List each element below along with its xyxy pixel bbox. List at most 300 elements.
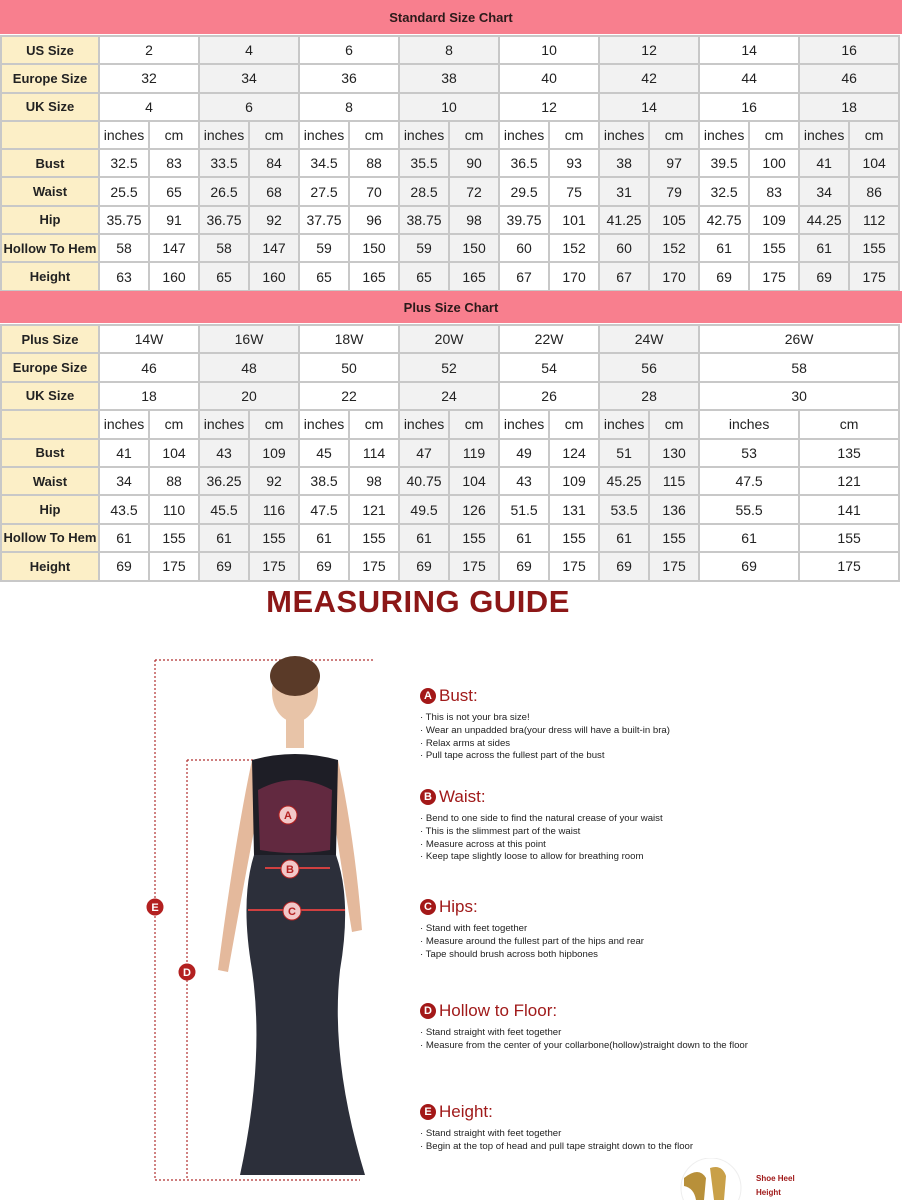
size-cell: 16 (799, 36, 899, 64)
unit-cell: cm (649, 121, 699, 149)
measurement-cell: 36.75 (199, 206, 249, 234)
bullet-item: · Pull tape across the fullest part of the bust (420, 750, 605, 762)
measurement-cell: 59 (399, 234, 449, 262)
size-cell: 42 (599, 64, 699, 92)
size-cell: 16 (699, 93, 799, 121)
measurement-cell: 135 (799, 439, 899, 467)
measurement-cell: 61 (199, 524, 249, 552)
measurement-cell: 160 (249, 262, 299, 290)
measurement-cell: 91 (149, 206, 199, 234)
letter-badge-icon: D (420, 1003, 436, 1019)
plus-size-table (0, 324, 900, 582)
measurement-row (1, 495, 899, 523)
size-row (1, 64, 899, 92)
measurement-cell: 61 (799, 234, 849, 262)
measurement-cell: 65 (199, 262, 249, 290)
measurement-cell: 165 (349, 262, 399, 290)
measurement-cell: 121 (799, 467, 899, 495)
measurement-cell: 65 (149, 177, 199, 205)
row-label: Europe Size (1, 64, 99, 92)
svg-text:E: E (151, 902, 159, 914)
size-cell: 36 (299, 64, 399, 92)
size-row (1, 325, 899, 353)
row-label: UK Size (1, 382, 99, 410)
bullet-item: · Begin at the top of head and pull tape straight down to the floor (420, 1140, 694, 1152)
measurement-cell: 51 (599, 439, 649, 467)
size-cell: 18 (99, 382, 199, 410)
size-cell: 46 (799, 64, 899, 92)
unit-cell: inches (699, 121, 749, 149)
size-cell: 4 (99, 93, 199, 121)
measurement-cell: 60 (599, 234, 649, 262)
measurement-cell: 67 (599, 262, 649, 290)
measurement-cell: 155 (799, 524, 899, 552)
unit-cell: cm (349, 410, 399, 438)
bullet-item: · Stand with feet together (420, 923, 528, 934)
row-label: Waist (1, 467, 99, 495)
measurement-cell: 165 (449, 262, 499, 290)
measurement-cell: 88 (149, 467, 199, 495)
unit-cell: inches (399, 121, 449, 149)
measurement-cell: 105 (649, 206, 699, 234)
size-cell: 18 (799, 93, 899, 121)
bullet-item: · Tape should brush across both hipbones (420, 948, 598, 960)
bullet-item: · Stand straight with feet together (420, 1128, 562, 1139)
section-heading-text: Hips: (439, 897, 478, 916)
measurement-cell: 47.5 (699, 467, 799, 495)
measurement-cell: 58 (199, 234, 249, 262)
marker-a-icon (279, 806, 297, 824)
row-label-empty (1, 410, 99, 438)
measurement-row (1, 177, 899, 205)
measurement-cell: 155 (149, 524, 199, 552)
section-heading-text: Height: (439, 1102, 493, 1121)
measurement-cell: 61 (99, 524, 149, 552)
measurement-cell: 155 (249, 524, 299, 552)
measurement-cell: 32.5 (99, 149, 149, 177)
unit-cell: cm (349, 121, 399, 149)
shoe-label-line2: Height (756, 1188, 781, 1197)
unit-cell: inches (299, 410, 349, 438)
section-heading-text: Bust: (439, 686, 478, 705)
measurement-cell: 100 (749, 149, 799, 177)
standard-chart-title: Standard Size Chart (389, 9, 513, 25)
measurement-cell: 65 (399, 262, 449, 290)
size-cell: 58 (699, 353, 899, 381)
measurement-cell: 53.5 (599, 495, 649, 523)
plus-chart-header (0, 291, 902, 323)
section-heading-text: Hollow to Floor: (439, 1001, 558, 1020)
guide-section-bust (420, 686, 750, 763)
unit-cell: inches (599, 410, 649, 438)
unit-cell: inches (599, 121, 649, 149)
size-cell: 18W (299, 325, 399, 353)
measurement-cell: 160 (149, 262, 199, 290)
units-row (1, 121, 899, 149)
measurement-cell: 121 (349, 495, 399, 523)
measurement-cell: 61 (599, 524, 649, 552)
unit-cell: inches (699, 410, 799, 438)
size-cell: 24 (399, 382, 499, 410)
guide-section-hollowtofloor (420, 1001, 750, 1053)
measurement-cell: 61 (299, 524, 349, 552)
bullet-item: · Measure from the center of your collarbone(hollow)straight down to the floor (420, 1039, 748, 1051)
size-cell: 20W (399, 325, 499, 353)
row-label: Plus Size (1, 325, 99, 353)
measurement-cell: 104 (149, 439, 199, 467)
measurement-cell: 131 (549, 495, 599, 523)
measurement-cell: 152 (649, 234, 699, 262)
measurement-cell: 175 (749, 262, 799, 290)
measurement-cell: 65 (299, 262, 349, 290)
size-cell: 48 (199, 353, 299, 381)
bullet-item: · Relax arms at sides (420, 737, 511, 749)
size-cell: 14 (699, 36, 799, 64)
measurement-cell: 147 (249, 234, 299, 262)
standard-chart-header (0, 0, 902, 34)
measurement-cell: 104 (849, 149, 899, 177)
measurement-cell: 90 (449, 149, 499, 177)
measurement-cell: 27.5 (299, 177, 349, 205)
measurement-row (1, 439, 899, 467)
measurement-cell: 55.5 (699, 495, 799, 523)
measurement-cell: 53 (699, 439, 799, 467)
measurement-cell: 34 (799, 177, 849, 205)
units-row (1, 410, 899, 438)
unit-cell: inches (399, 410, 449, 438)
standard-size-table (0, 35, 900, 292)
size-row (1, 353, 899, 381)
measurement-cell: 69 (499, 552, 549, 580)
unit-cell: cm (799, 410, 899, 438)
measurement-cell: 119 (449, 439, 499, 467)
measurement-cell: 97 (649, 149, 699, 177)
size-cell: 20 (199, 382, 299, 410)
measurement-cell: 36.5 (499, 149, 549, 177)
measurement-cell: 38 (599, 149, 649, 177)
size-cell: 16W (199, 325, 299, 353)
size-cell: 30 (699, 382, 899, 410)
measurement-cell: 141 (799, 495, 899, 523)
model-figure-illustration (140, 640, 400, 1200)
shoe-heel-height-label (756, 1172, 795, 1200)
bullet-item: · Measure across at this point (420, 838, 546, 850)
measurement-cell: 43 (199, 439, 249, 467)
measurement-cell: 175 (649, 552, 699, 580)
size-row (1, 36, 899, 64)
model-neck (286, 718, 304, 748)
measurement-row (1, 234, 899, 262)
measurement-cell: 150 (349, 234, 399, 262)
measurement-cell: 33.5 (199, 149, 249, 177)
size-cell: 10 (399, 93, 499, 121)
measurement-cell: 36.25 (199, 467, 249, 495)
unit-cell: cm (549, 410, 599, 438)
size-cell: 14W (99, 325, 199, 353)
measurement-cell: 155 (849, 234, 899, 262)
size-cell: 54 (499, 353, 599, 381)
unit-cell: inches (199, 121, 249, 149)
size-cell: 2 (99, 36, 199, 64)
svg-text:B: B (286, 864, 294, 876)
section-heading (420, 787, 750, 807)
measurement-cell: 39.5 (699, 149, 749, 177)
guide-section-hips (420, 897, 750, 961)
measurement-cell: 150 (449, 234, 499, 262)
bullet-item: · This is the slimmest part of the waist (420, 825, 581, 837)
size-cell: 6 (199, 93, 299, 121)
measurement-cell: 112 (849, 206, 899, 234)
size-cell: 50 (299, 353, 399, 381)
unit-cell: cm (249, 121, 299, 149)
measurement-row (1, 524, 899, 552)
section-heading (420, 897, 750, 917)
measurement-row (1, 206, 899, 234)
measurement-cell: 32.5 (699, 177, 749, 205)
size-cell: 46 (99, 353, 199, 381)
measurement-cell: 26.5 (199, 177, 249, 205)
measurement-cell: 44.25 (799, 206, 849, 234)
size-cell: 14 (599, 93, 699, 121)
size-cell: 8 (299, 93, 399, 121)
guide-section-height (420, 1102, 750, 1154)
bullet-item: · This is not your bra size! (420, 712, 530, 723)
measurement-cell: 61 (499, 524, 549, 552)
measurement-cell: 92 (249, 467, 299, 495)
measurement-cell: 116 (249, 495, 299, 523)
measurement-cell: 126 (449, 495, 499, 523)
unit-cell: cm (149, 121, 199, 149)
section-heading (420, 1001, 750, 1021)
bullet-item: · Wear an unpadded bra(your dress will have a built-in bra) (420, 724, 670, 736)
row-label: Hollow To Hem (1, 234, 99, 262)
measurement-cell: 124 (549, 439, 599, 467)
row-label: Europe Size (1, 353, 99, 381)
measurement-cell: 45.25 (599, 467, 649, 495)
marker-e-icon (147, 899, 163, 915)
measurement-cell: 109 (749, 206, 799, 234)
measurement-cell: 47.5 (299, 495, 349, 523)
shoe-image (674, 1158, 748, 1200)
size-cell: 38 (399, 64, 499, 92)
measurement-cell: 170 (549, 262, 599, 290)
plus-chart-title: Plus Size Chart (403, 299, 499, 315)
measurement-cell: 75 (549, 177, 599, 205)
measurement-cell: 110 (149, 495, 199, 523)
measurement-cell: 45 (299, 439, 349, 467)
measurement-cell: 38.75 (399, 206, 449, 234)
measurement-cell: 43.5 (99, 495, 149, 523)
measurement-cell: 155 (449, 524, 499, 552)
shoe-label-line1: Shoe Heel (756, 1174, 795, 1183)
measurement-cell: 35.75 (99, 206, 149, 234)
measurement-cell: 92 (249, 206, 299, 234)
measurement-cell: 34 (99, 467, 149, 495)
measurement-cell: 51.5 (499, 495, 549, 523)
size-cell: 44 (699, 64, 799, 92)
size-cell: 4 (199, 36, 299, 64)
measurement-cell: 45.5 (199, 495, 249, 523)
marker-b-icon (281, 860, 299, 878)
measurement-cell: 86 (849, 177, 899, 205)
section-heading-text: Waist: (439, 787, 486, 806)
measurement-cell: 59 (299, 234, 349, 262)
letter-badge-icon: E (420, 1104, 436, 1120)
measurement-cell: 29.5 (499, 177, 549, 205)
measurement-cell: 69 (599, 552, 649, 580)
measurement-cell: 130 (649, 439, 699, 467)
size-cell: 10 (499, 36, 599, 64)
size-cell: 22 (299, 382, 399, 410)
measurement-cell: 175 (349, 552, 399, 580)
measurement-cell: 34.5 (299, 149, 349, 177)
row-label: UK Size (1, 93, 99, 121)
measurement-cell: 37.75 (299, 206, 349, 234)
size-row (1, 93, 899, 121)
svg-text:D: D (183, 967, 191, 979)
measurement-cell: 69 (299, 552, 349, 580)
measurement-cell: 58 (99, 234, 149, 262)
bullet-item: · Measure around the fullest part of the hips and rear (420, 935, 644, 947)
unit-cell: inches (799, 121, 849, 149)
measurement-cell: 175 (149, 552, 199, 580)
measurement-cell: 83 (149, 149, 199, 177)
measurement-cell: 152 (549, 234, 599, 262)
row-label: Bust (1, 149, 99, 177)
measurement-cell: 155 (349, 524, 399, 552)
unit-cell: inches (499, 121, 549, 149)
row-label: Hollow To Hem (1, 524, 99, 552)
bullet-item: · Stand straight with feet together (420, 1027, 562, 1038)
measurement-cell: 42.75 (699, 206, 749, 234)
size-cell: 6 (299, 36, 399, 64)
size-cell: 32 (99, 64, 199, 92)
size-cell: 34 (199, 64, 299, 92)
measurement-cell: 70 (349, 177, 399, 205)
size-cell: 26 (499, 382, 599, 410)
row-label: Height (1, 262, 99, 290)
model-skirt (240, 855, 365, 1175)
measurement-cell: 170 (649, 262, 699, 290)
row-label: US Size (1, 36, 99, 64)
measurement-cell: 31 (599, 177, 649, 205)
unit-cell: cm (449, 410, 499, 438)
letter-badge-icon: B (420, 789, 436, 805)
svg-text:C: C (288, 906, 296, 918)
measurement-cell: 61 (399, 524, 449, 552)
measurement-cell: 47 (399, 439, 449, 467)
measurement-cell: 28.5 (399, 177, 449, 205)
measurement-cell: 147 (149, 234, 199, 262)
row-label: Height (1, 552, 99, 580)
measurement-cell: 98 (349, 467, 399, 495)
measurement-cell: 41 (799, 149, 849, 177)
measurement-cell: 104 (449, 467, 499, 495)
measurement-cell: 175 (799, 552, 899, 580)
size-cell: 8 (399, 36, 499, 64)
unit-cell: cm (249, 410, 299, 438)
size-cell: 26W (699, 325, 899, 353)
section-heading (420, 1102, 750, 1122)
marker-d-icon (179, 964, 195, 980)
measurement-row (1, 262, 899, 290)
measurement-cell: 175 (849, 262, 899, 290)
row-label: Bust (1, 439, 99, 467)
measurement-cell: 68 (249, 177, 299, 205)
unit-cell: cm (749, 121, 799, 149)
measurement-cell: 155 (749, 234, 799, 262)
measurement-cell: 155 (649, 524, 699, 552)
unit-cell: cm (449, 121, 499, 149)
measurement-row (1, 467, 899, 495)
measurement-cell: 25.5 (99, 177, 149, 205)
measurement-cell: 115 (649, 467, 699, 495)
measurement-cell: 69 (99, 552, 149, 580)
measurement-cell: 69 (699, 552, 799, 580)
model-hair (270, 656, 320, 696)
measurement-cell: 109 (249, 439, 299, 467)
measurement-cell: 109 (549, 467, 599, 495)
size-cell: 24W (599, 325, 699, 353)
measurement-cell: 84 (249, 149, 299, 177)
measurement-cell: 72 (449, 177, 499, 205)
marker-c-icon (283, 902, 301, 920)
measurement-cell: 83 (749, 177, 799, 205)
size-cell: 28 (599, 382, 699, 410)
measuring-guide-title: MEASURING GUIDE (266, 584, 570, 619)
section-heading (420, 686, 750, 706)
measurement-cell: 175 (449, 552, 499, 580)
measurement-cell: 39.75 (499, 206, 549, 234)
row-label-empty (1, 121, 99, 149)
measurement-cell: 96 (349, 206, 399, 234)
bullet-item: · Bend to one side to find the natural crease of your waist (420, 813, 663, 824)
measurement-cell: 79 (649, 177, 699, 205)
unit-cell: inches (499, 410, 549, 438)
measurement-cell: 41 (99, 439, 149, 467)
unit-cell: cm (849, 121, 899, 149)
letter-badge-icon: C (420, 899, 436, 915)
measurement-cell: 101 (549, 206, 599, 234)
measurement-cell: 40.75 (399, 467, 449, 495)
guide-section-waist (420, 787, 750, 864)
measurement-cell: 69 (799, 262, 849, 290)
unit-cell: inches (99, 410, 149, 438)
letter-badge-icon: A (420, 688, 436, 704)
measurement-cell: 41.25 (599, 206, 649, 234)
row-label: Hip (1, 495, 99, 523)
size-cell: 40 (499, 64, 599, 92)
measurement-cell: 93 (549, 149, 599, 177)
measurement-cell: 136 (649, 495, 699, 523)
measurement-row (1, 552, 899, 580)
measurement-cell: 67 (499, 262, 549, 290)
unit-cell: cm (149, 410, 199, 438)
measurement-cell: 61 (699, 524, 799, 552)
measurement-cell: 60 (499, 234, 549, 262)
measurement-cell: 43 (499, 467, 549, 495)
measurement-cell: 69 (399, 552, 449, 580)
svg-text:A: A (284, 810, 292, 822)
size-cell: 12 (599, 36, 699, 64)
measurement-cell: 49.5 (399, 495, 449, 523)
row-label: Waist (1, 177, 99, 205)
size-cell: 22W (499, 325, 599, 353)
unit-cell: inches (299, 121, 349, 149)
row-label: Hip (1, 206, 99, 234)
size-cell: 56 (599, 353, 699, 381)
measurement-row (1, 149, 899, 177)
